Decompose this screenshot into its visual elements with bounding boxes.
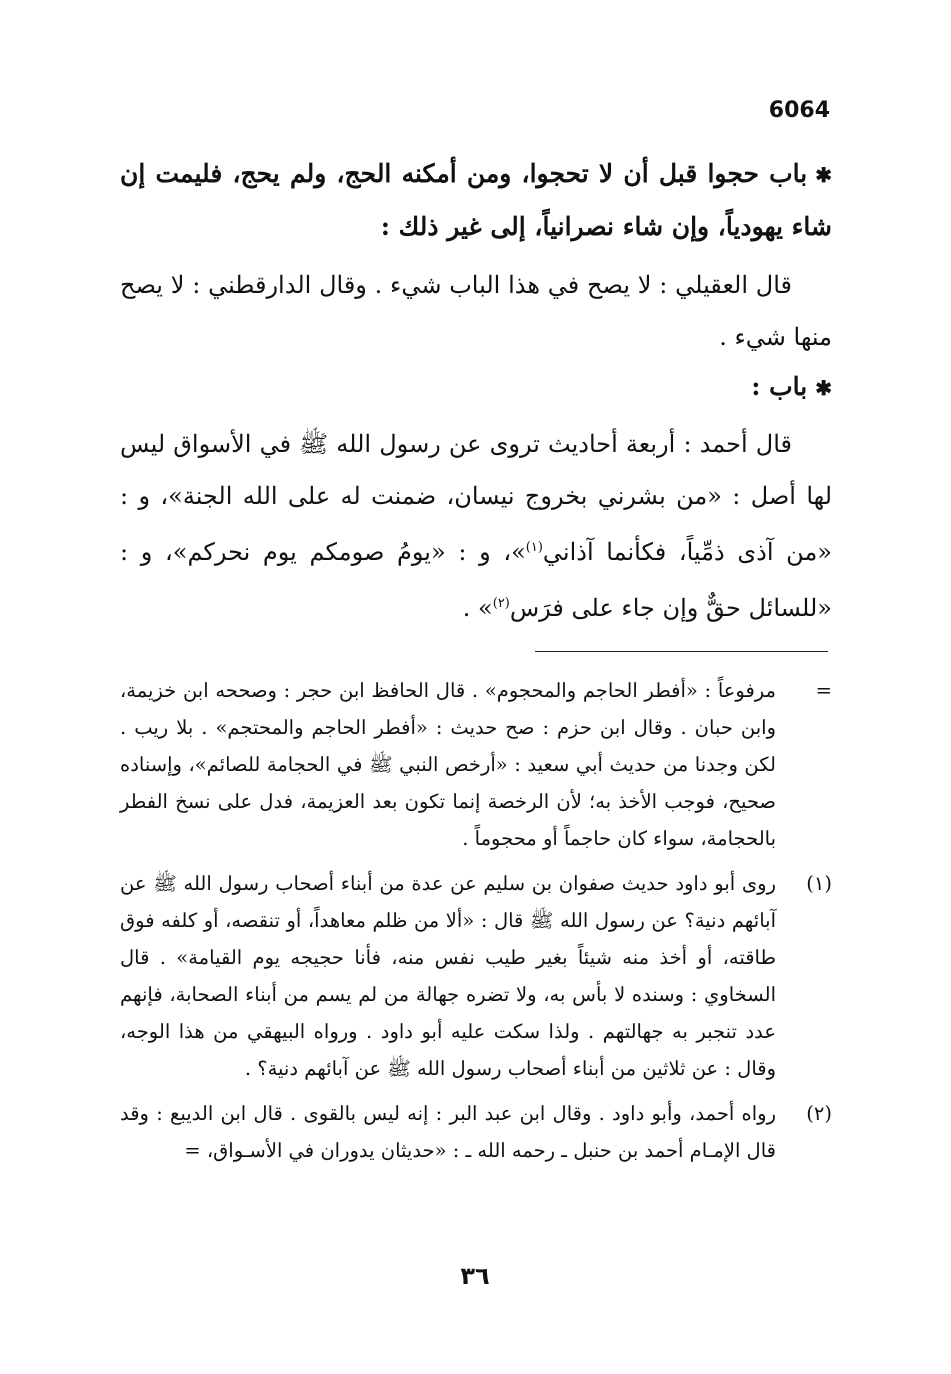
footnote-ref-1[interactable]: (١) xyxy=(525,540,543,555)
section-heading xyxy=(120,148,832,253)
paragraph-2-part-1: قال أحمد : أربعة أحاديث تروى عن رسول الله ﷺ في الأسواق ليس لها أصل : «من بشرني بخروج نيسان، ضمنت له على الله الجنة»، و : «من آذى ذمِّياً، فكأنما آذاني xyxy=(120,430,833,566)
page-number: ٣٦ xyxy=(460,1262,490,1290)
page-id: 6064 xyxy=(768,98,830,123)
footnote-mark: (٢) xyxy=(806,1102,832,1125)
star-icon: ✱ xyxy=(815,376,832,400)
footnotes xyxy=(120,672,832,1177)
footnote-ref-2[interactable]: (٢) xyxy=(492,596,510,611)
footnote-text: رواه أحمد، وأبو داود . وقال ابن عبد البر : إنه ليس بالقوى . قال ابن الديبع : وقد قال الإمـام أحمد بن حنبل ـ رحمه الله ـ : «حديثان يدوران في الأسـواق، = xyxy=(120,1102,776,1162)
subheading-2 xyxy=(120,363,832,412)
footnote-text: مرفوعاً : «أفطر الحاجم والمحجوم» . قال الحافظ ابن حجر : وصححه ابن خزيمة، وابن حبان . وقال ابن حزم : صح حديث : «أفطر الحاجم والمحتجم» . بلا ريب . لكن وجدنا من حديث أبي سعيد : «أرخص النبي ﷺ في الحجامة للصائم»، وإسناده صحيح، فوجب الأخذ به؛ لأن الرخصة إنما تكون بعد العزيمة، فدل على نسخ الفطر بالحجامة، سواء كان حاجماً أو محجوماً . xyxy=(120,679,776,850)
main-text xyxy=(120,148,832,634)
footnote-mark: = xyxy=(815,679,832,702)
subheading-2-text: باب : xyxy=(751,372,808,401)
footnote-text: روى أبو داود حديث صفوان بن سليم عن عدة من أبناء أصحاب رسول الله ﷺ عن آبائهم دنية؟ عن رسول الله ﷺ قال : «ألا من ظلم معاهداً، أو تنقصه، أو كلفه فوق طاقته، أو أخذ منه شيئاً بغير طيب نفس منه، فأنا حجيجه يوم القيامة» . قال السخاوي : وسنده لا بأس به، ولا تضره جهالة من لم يسم من أبناء الصحابة، فإنهم عدد تنجبر به جهالتهم . ولذا سكت عليه أبو داود . ورواه البيهقي من هذا الوجه، وقال : عن ثلاثين من أبناء أصحاب رسول الله ﷺ عن آبائهم دنية؟ . xyxy=(120,872,776,1080)
footnote-2 xyxy=(120,1095,832,1169)
paragraph-2-part-3: » . xyxy=(462,594,493,622)
paragraph-2 xyxy=(120,418,832,634)
footnote-1 xyxy=(120,865,832,1087)
section-heading-text: باب حجوا قبل أن لا تحجوا، ومن أمكنه الحج، ولم يحج، فليمت إن شاء يهودياً، وإن شاء نصرانياً، إلى غير ذلك : xyxy=(120,159,832,241)
footnote-mark: (١) xyxy=(806,872,832,895)
footnote-divider xyxy=(535,651,828,652)
star-icon: ✱ xyxy=(815,163,832,187)
paragraph-2-part-2: »، و : «يومُ صومكم يوم نحركم»، و : «للسائل حقٌّ وإن جاء على فرَس xyxy=(120,538,832,622)
footnote-continued xyxy=(120,672,832,857)
paragraph-1: قال العقيلي : لا يصح في هذا الباب شيء . وقال الدارقطني : لا يصح منها شيء . xyxy=(120,271,832,351)
